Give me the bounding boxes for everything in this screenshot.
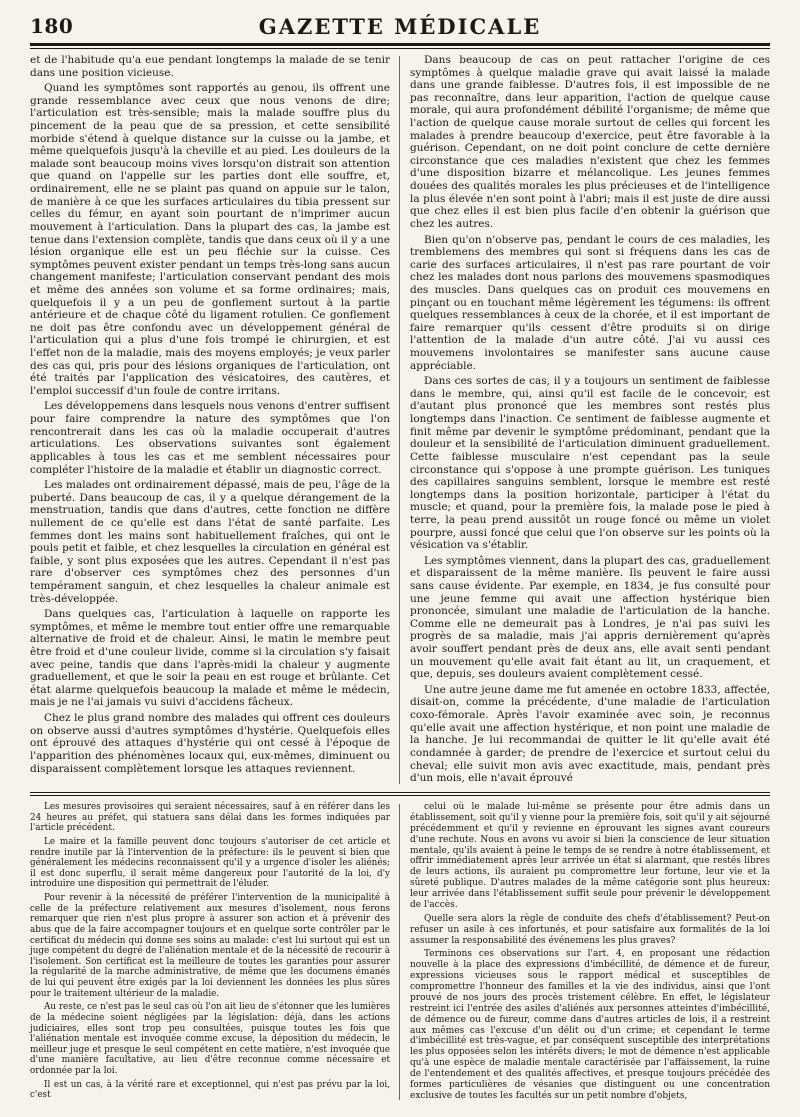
- paragraph: Dans ces sortes de cas, il y a toujours un sentiment de faiblesse dans le membre, qui, ainsi qu'il est facile de le concevoir, est d'autant plus prononcé que les membres sont restés plus longtemps dans l'inaction. Ce sentiment de faiblesse augmente et finit même par devenir le symptôme prédominant, pendant que la douleur et la sensibilité de l'articulation diminuent graduellement. Cette faiblesse musculaire n'est cependant pas la seule circonstance qui s'oppose à une prompte guérison. Les tuniques des capillaires sanguins semblent, lorsque le membre est resté longtemps dans la position horizontale, participer à l'état du muscle; et quand, pour la première fois, la malade pose le pied à terre, la peau prend aussitôt un rouge foncé ou même un violet pourpre, aussi foncé que celui que l'on observe sur les points où la vésication va s'établir.: [410, 375, 770, 552]
- paragraph: Les malades ont ordinairement dépassé, mais de peu, l'âge de la puberté. Dans beaucoup de cas, il y a quelque dérangement de la menstruation, tandis que dans d'autres, cette fonction ne diffère nullement de ce qu'elle est dans l'état de santé parfaite. Les femmes dont les mains sont habituellement fraîches, qui ont le pouls petit et faible, et chez lesquelles la circulation en général est faible, y sont plus exposées que les autres. Cependant il n'est pas rare d'observer ces symptômes chez des personnes d'un tempérament sanguin, et chez lesquelles la chaleur animale est très-développée.: [30, 479, 390, 605]
- feuilleton-rule: [30, 792, 770, 793]
- header-rule-thin: [30, 48, 770, 49]
- footer-paragraph: Quelle sera alors la règle de conduite des chefs d'établissement? Peut-on refuser un asile à ces infortunés, et pour satisfaire aux formalités de la loi assumer la responsabilité des événemens les plus graves?: [410, 913, 770, 946]
- paragraph: et de l'habitude qu'a eue pendant longtemps la malade de se tenir dans une position vicieuse.: [30, 54, 390, 79]
- header-rule: [30, 43, 770, 46]
- paragraph: Une autre jeune dame me fut amenée en octobre 1833, affectée, disait-on, comme la précédente, d'une maladie de l'articulation coxo-fémorale. Après l'avoir examinée avec soin, je reconnus qu'elle avait une affection hystérique, et non point une maladie de la hanche. Je lui recommandai de quitter le lit qu'elle avait été condamnée à garder; de prendre de l'exercice et surtout celui du cheval; elle suivit mon avis avec exactitude, mais, pendant près d'un mois, elle n'avait éprouvé: [410, 683, 770, 785]
- footer-paragraph: Le maire et la famille peuvent donc toujours s'autoriser de cet article et rendre inutile par là l'intervention de la préfecture: ils le peuvent si bien que généralement les médecins reconnaissent qu'il y a urgence d'isoler les aliénés; il est donc superflu, il serait même dangereux pour l'autorité de la loi, d'y introduire une disposition qui permettrait de l'éluder.: [30, 836, 390, 890]
- page-number: 180: [30, 14, 74, 38]
- journal-title: GAZETTE MÉDICALE: [258, 14, 542, 39]
- footer-paragraph: celui où le malade lui-même se présente pour être admis dans un établissement, soit qu'il y vienne pour la première fois, soit qu'il y ait séjourné précédemment et qu'il y revienne en éprouvant les signes avant coureurs d'une rechute. Nous en avons vu avoir si bien la conscience de leur situation mentale, qu'ils avaient à peine le temps de se rendre à notre établissement, et offrir immédiatement après leur arrivée un état si alarmant, que restés libres de leurs actions, ils auraient pu compromettre leur fortune, leur vie et la sûreté publique. D'autres malades de la même catégorie sont plus heureux: leur arrivée dans l'établissement suffit seule pour prévenir le développement de l'accès.: [410, 802, 770, 910]
- paragraph: Dans quelques cas, l'articulation à laquelle on rapporte les symptômes, et même le membre tout entier offre une remarquable alternative de froid et de chaleur. Ainsi, le matin le membre peut être froid et d'une couleur livide, comme si la circulation s'y faisait avec peine, tandis que dans l'après-midi la chaleur y augmente graduellement, et que le soir la peau en est rouge et brûlante. Cet état alarme quelquefois beaucoup la malade et même le médecin, mais je ne l'ai jamais vu suivi d'accidens fâcheux.: [30, 608, 390, 709]
- feuilleton-rule-thin: [30, 795, 770, 796]
- left-column: [30, 54, 390, 789]
- footer-right-column: [410, 802, 770, 1102]
- paragraph: Chez le plus grand nombre des malades qui offrent ces douleurs on observe aussi d'autres symptômes d'hystérie. Quelquefois elles ont éprouvé des attaques d'hystérie qui ont cessé à l'époque de l'apparition des phénomènes locaux qui, eux-mêmes, diminuent ou disparaissent complètement lorsque les attaques reviennent.: [30, 712, 390, 775]
- paragraph: Les développemens dans lesquels nous venons d'entrer suffisent pour faire comprendre la nature des symptômes que l'on rencontrerait dans les cas où la maladie occuperait d'autres articulations. Les observations suivantes sont également applicables à tous les cas et me semblent nécessaires pour compléter l'histoire de la maladie et établir un diagnostic correct.: [30, 400, 390, 476]
- paragraph: Quand les symptômes sont rapportés au genou, ils offrent une grande ressemblance avec ceux que nous venons de dire; l'articulation est très-sensible; mais la malade souffre plus du pincement de la peau que de sa pression, et cette sensibilité morbide s'étend à quelque distance sur la cuisse ou la jambe, et même quelquefois jusqu'à la cheville et au pied. Les douleurs de la malade sont beaucoup moins vives lorsqu'on distrait son attention que quand on l'appelle sur les parties dont elle souffre, et, ordinairement, elle ne se plaint pas quand on appuie sur le talon, de manière à ce que les surfaces articulaires du tibia pressent sur celles du fémur, en ayant soin pourtant de n'imprimer aucun mouvement à l'articulation. Dans la plupart des cas, la jambe est tenue dans l'extension complète, tandis que dans ceux où il y a une lésion organique elle est un peu fléchie sur la cuisse. Ces symptômes peuvent exister pendant un temps très-long sans aucun changement manifeste; l'articulation conservant pendant des mois et même des années son volume et sa forme ordinaires; mais, quelquefois il y a un peu de gonflement surtout à la partie antérieure et de chaque côté du ligament rotulien. Ce gonflement ne doit pas être confondu avec un développement général de l'articulation qui a plus d'une fois trompé le chirurgien, et est l'effet non de la maladie, mais des moyens employés; je veux parler des cas qui, pris pour des lésions organiques de l'articulation, ont été traités par l'application des vésicatoires, des cautères, et l'emploi successif d'un foule de contre irritans.: [30, 82, 390, 397]
- footer-paragraph: Pour revenir à la nécessité de préférer l'intervention de la municipalité à celle de la préfecture relativement aux mesures d'isolement, nous ferons remarquer que rien n'est plus propre à assurer son action et à prévenir des abus que de la faire accompagner toujours et en quelque sorte contrôler par le certificat du médecin qui donne ses soins au malade: c'est lui surtout qui est un juge compétent du degré de l'aliénation mentale et de la nécessité de recourir à l'isolement. Son certificat est la meilleure de toutes les garanties pour assurer la régularité de la marche administrative, de même que les documens émanés de lui qui peuvent être exigés par la loi deviennent les données les plus sûres pour le traitement ultérieur de la maladie.: [30, 893, 390, 999]
- column-divider: [399, 56, 400, 784]
- paragraph: Les symptômes viennent, dans la plupart des cas, graduellement et disparaissent de la même manière. Ils peuvent le faire aussi sans cause évidente. Par exemple, en 1834, je fus consulté pour une jeune femme qui avait une affection hystérique bien prononcée, simulant une maladie de l'articulation de la hanche. Comme elle ne demeurait pas à Londres, je n'ai pas suivi les progrès de sa maladie, mais j'ai appris dernièrement qu'après avoir souffert pendant près de deux ans, elle avait senti pendant un mouvement qu'elle avait fait étant au lit, un craquement, et que, depuis, ses douleurs avaient complètement cessé.: [410, 554, 770, 681]
- footer-paragraph: Au reste, ce n'est pas le seul cas où l'on ait lieu de s'étonner que les lumières de la médecine soient négligées par la législation: déjà, dans les actions judiciaires, elles sont trop peu consultées, puisque toutes les fois que l'aliénation mentale est invoquée comme excuse, la déposition du médecin, le meilleur juge et presque le seul compétent en cette matière, n'est invoquée que d'une manière facultative, au lieu d'être reconnue comme nécessaire et ordonnée par la loi.: [30, 1002, 390, 1076]
- paragraph: Bien qu'on n'observe pas, pendant le cours de ces maladies, les tremblemens des membres qui sont si fréquens dans les cas de carie des surfaces articulaires, il n'est pas rare pourtant de voir chez les malades dont nous parlons des mouvemens spasmodiques des muscles. Dans quelques cas on produit ces mouvemens en pinçant ou en touchant même légèrement les tégumens: ils offrent quelques ressemblances à ceux de la chorée, et il est important de faire remarquer qu'ils cessent d'être produits si on dirige l'attention de la malade d'un autre côté. J'ai vu aussi ces mouvemens involontaires se manifester sans aucune cause appréciable.: [410, 233, 770, 372]
- footer-paragraph: Il est un cas, à la vérité rare et exceptionnel, qui n'est pas prévu par la loi, c'est: [30, 1079, 390, 1101]
- right-column: [410, 54, 770, 789]
- page-header: [30, 14, 770, 40]
- footer-paragraph: Les mesures provisoires qui seraient nécessaires, sauf à en référer dans les 24 heures au préfet, qui statuera sans délai dans les formes indiquées par l'article précédent.: [30, 802, 390, 834]
- footer-left-column: [30, 802, 390, 1102]
- paragraph: Dans beaucoup de cas on peut rattacher l'origine de ces symptômes à quelque maladie grave qui avait laissé la malade dans une grande faiblesse. D'autres fois, il est impossible de ne pas reconnaître, dans leur apparition, l'action de quelque cause morale, qui aura profondément débilité l'organisme; de même que l'action de quelque cause morale surtout de celles qui forcent les malades à prendre beaucoup d'exercice, peut être favorable à la guérison. Cependant, on ne doit point conclure de cette dernière circonstance que ces maladies n'existent que chez les femmes d'une disposition bizarre et mélancolique. Les jeunes femmes douées des qualités morales les plus précieuses et de l'intelligence la plus élevée n'en sont point à l'abri; mais il est juste de dire aussi que chez elles il est bien plus facile d'en obtenir la guérison que chez les autres.: [410, 54, 770, 230]
- footer-column-divider: [399, 804, 400, 1100]
- footer-paragraph: Terminons ces observations sur l'art. 4, en proposant une rédaction nouvelle à la place des expressions d'imbécillité, de démence et de fureur, expressions vicieuses sous le rapport médical et susceptibles de compromettre l'honneur des familles et la vie des individus, ainsi que l'ont prouvé de nos jours des procès tristement célèbre. En effet, le législateur restreint ici l'entrée des asiles d'aliénés aux personnes atteintes d'imbécillité, de démence ou de fureur, comme dans d'autres articles de lois, il a restreint aux mêmes cas l'excuse d'un délit ou d'un crime; et cependant le terme d'imbécillité est très-vague, et par conséquent susceptible des interprétations les plus opposées selon les intérêts divers; le mot de démence n'est applicable qu'à une espèce de maladie mentale caractérisée par l'affaissement, la ruine de l'entendement et des qualités affectives, et presque toujours précédée des formes particulières de vésanies que distinguent ou une concentration exclusive de toutes les facultés sur un petit nombre d'objets,: [410, 949, 770, 1101]
